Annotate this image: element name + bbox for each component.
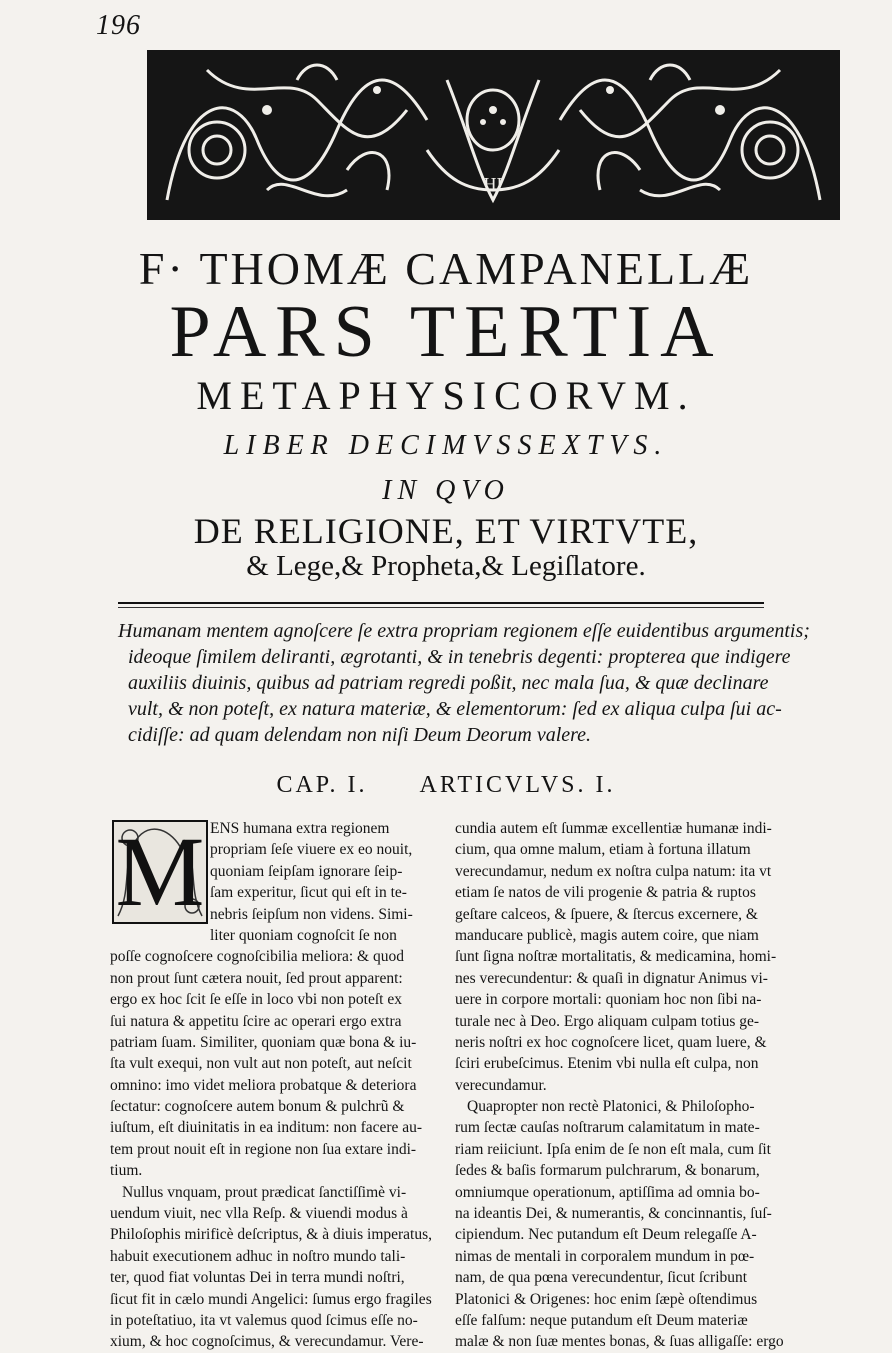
text-line: xium, & hoc cognoſcimus, & verecundamur. Vere-	[110, 1333, 424, 1351]
text-line: Nullus vnquam, prout prædicat ſanctiſſimè vi-	[122, 1183, 407, 1201]
title-part: PARS TERTIA	[169, 291, 723, 373]
text-line: ſunt ſigna noſtræ mortalitatis, & medicamina, homi-	[455, 948, 777, 966]
summary-line: auxiliis diuinis, quibus ad patriam regredi poßit, nec mala ſua, & quæ declinare	[128, 672, 769, 694]
text-line: non prout ſunt cætera nouit, ſed prout apparent:	[110, 969, 403, 987]
text-line: habuit executionem adhuc in noſtro mundo tali-	[110, 1247, 406, 1265]
title-in-quo: IN QVO	[382, 475, 510, 506]
summary-line: cidiſſe: ad quam delendam non niſi Deum Deorum valere.	[128, 724, 592, 746]
text-line: uere in corpore mortali: quoniam hoc non ſibi na-	[455, 991, 762, 1009]
title-rule	[118, 602, 764, 604]
page-number: 196	[96, 10, 141, 41]
text-line: iuſtum, eſt diuinitatis in ea inditum: non facere au-	[110, 1119, 423, 1137]
summary-line: ideoque ſimilem deliranti, ægrotanti, & in tenebris degenti: propterea que indigere	[128, 646, 791, 668]
text-line: geſtare calceos, & ſpuere, & ſtercus excernere, &	[455, 905, 758, 923]
text-line: verecundamur.	[455, 1076, 547, 1094]
text-line: patriam ſuam. Similiter, quoniam quæ bona & iu-	[110, 1033, 417, 1051]
text-line: malæ & non ſuæ mentes bonas, & ſuas alligaſſe: ergo	[455, 1333, 784, 1351]
text-line: na ideantis Dei, & numerantis, & concinnantis, ſuſ-	[455, 1205, 772, 1223]
text-line: ſicut fit in cælo mundi Angelici: ſumus ergo fragiles	[110, 1290, 432, 1308]
ornament-monogram: HI	[483, 174, 503, 194]
text-line: quoniam ſeipſam ignorare ſeip-	[210, 862, 403, 880]
text-line: ENS humana extra regionem	[210, 820, 390, 837]
text-line: nes verecundentur: & quaſi in dignatur Animus vi-	[455, 969, 768, 987]
text-line: riam reiiciunt. Ipſa enim de ſe non eſt mala, cum ſit	[455, 1140, 771, 1158]
text-line: nam, de qua pœna verecundentur, ſicut ſcribunt	[455, 1269, 748, 1287]
text-line: ſam experitur, ſicut qui eſt in te-	[210, 884, 407, 902]
text-line: cundia autem eſt ſummæ excellentiæ humanæ indi-	[455, 820, 772, 837]
text-line: neris noſtri ex hoc cognoſcere licet, quam luere, &	[455, 1033, 767, 1051]
text-line: in poteſtatiuo, ita vt valemus quod ſcimus eſſe no-	[110, 1311, 418, 1329]
text-line: rum ſectæ cauſas noſtrarum calamitatum in mate-	[455, 1119, 760, 1137]
headpiece-ornament	[147, 50, 840, 220]
title-subject-continued: & Lege,& Propheta,& Legiſlatore.	[246, 550, 646, 582]
left-column	[110, 818, 440, 1353]
text-line: uendum viuit, nec vlla Reſp. & viuendi modus à	[110, 1205, 408, 1223]
text-line: cipiendum. Nec putandum eſt Deum relegaſſe A-	[455, 1226, 757, 1244]
chapter-summary	[118, 618, 810, 748]
text-line: ſectatur: cognoſcere autem bonum & pulchrũ &	[110, 1098, 405, 1116]
drop-cap-letter: M	[115, 816, 205, 927]
summary-line: vult, & non poteſt, ex natura materiæ, & elementorum: ſed ex aliqua culpa ſui ac-	[128, 698, 782, 720]
text-line: turale nec à Deo. Ergo aliquam culpam totius ge-	[455, 1012, 760, 1030]
text-line: ſui natura & appetitu ſcire ac operari ergo extra	[110, 1012, 402, 1030]
article-number: ARTICVLVS. I.	[419, 772, 616, 798]
text-line: ſta vult exequi, non vult aut non poteſt, aut neſcit	[110, 1055, 412, 1073]
text-line: manducare publicè, magis autem coire, que niam	[455, 926, 759, 944]
right-column	[455, 818, 785, 1353]
text-line: ſciri erubeſcimus. Etenim vbi nulla eſt culpa, non	[455, 1055, 759, 1073]
text-line: ergo ex hoc ſcit ſe eſſe in loco vbi non poteſt ex	[110, 991, 402, 1009]
text-line: liter quoniam cognoſcit ſe non	[210, 926, 397, 944]
text-line: propriam ſeſe viuere ex eo nouit,	[210, 841, 413, 859]
text-line: eſſe falſum: neque putandum eſt Deum materiæ	[455, 1311, 748, 1329]
text-line: Philoſophis mirificè deſcriptus, & à diuis imperatus,	[110, 1226, 433, 1244]
summary-line: Humanam mentem agnoſcere ſe extra propriam regionem eſſe euidentibus argumentis;	[118, 620, 810, 642]
title-author: F· THOMÆ CAMPANELLÆ	[138, 243, 754, 294]
text-line: nebris ſeipſum non videns. Simi-	[210, 905, 413, 923]
text-line: ſedes & baſis formarum pulchrarum, & bonarum,	[455, 1162, 760, 1180]
text-line: tem prout nouit eſt in regione non ſua extare indi-	[110, 1140, 417, 1158]
text-line: Platonici & Origenes: hoc enim ſæpè oſtendimus	[455, 1290, 758, 1308]
text-line: tium.	[110, 1162, 143, 1180]
title-rule-thin	[118, 607, 764, 608]
text-line: ter, quod fiat voluntas Dei in terra mundi noſtri,	[110, 1269, 405, 1287]
chapter-heading	[0, 772, 892, 799]
title-book: LIBER DECIMVSSEXTVS.	[223, 430, 669, 461]
text-line: etiam ſe natos de vili progenie & patria & ruptos	[455, 884, 756, 902]
text-line: Quapropter non rectè Platonici, & Philoſopho-	[467, 1098, 755, 1116]
text-line: omniumque operationum, aptiſſima ad omnia bo-	[455, 1183, 760, 1201]
text-line: cium, qua omne malum, etiam à fortuna illatum	[455, 841, 751, 859]
title-subject: DE RELIGIONE, ET VIRTVTE,	[193, 511, 699, 551]
text-line: poſſe cognoſcere cognoſcibilia meliora: & quod	[110, 948, 404, 966]
text-line: omnino: imo videt meliora probatque & deteriora	[110, 1076, 417, 1094]
chapter-number: CAP. I.	[276, 772, 368, 798]
text-line: nimas de mentali in corporalem mundum in pœ-	[455, 1247, 755, 1265]
title-work: METAPHYSICORVM.	[196, 373, 696, 418]
text-line: verecundamur, nedum ex noſtra culpa natum: ita vt	[455, 862, 772, 880]
